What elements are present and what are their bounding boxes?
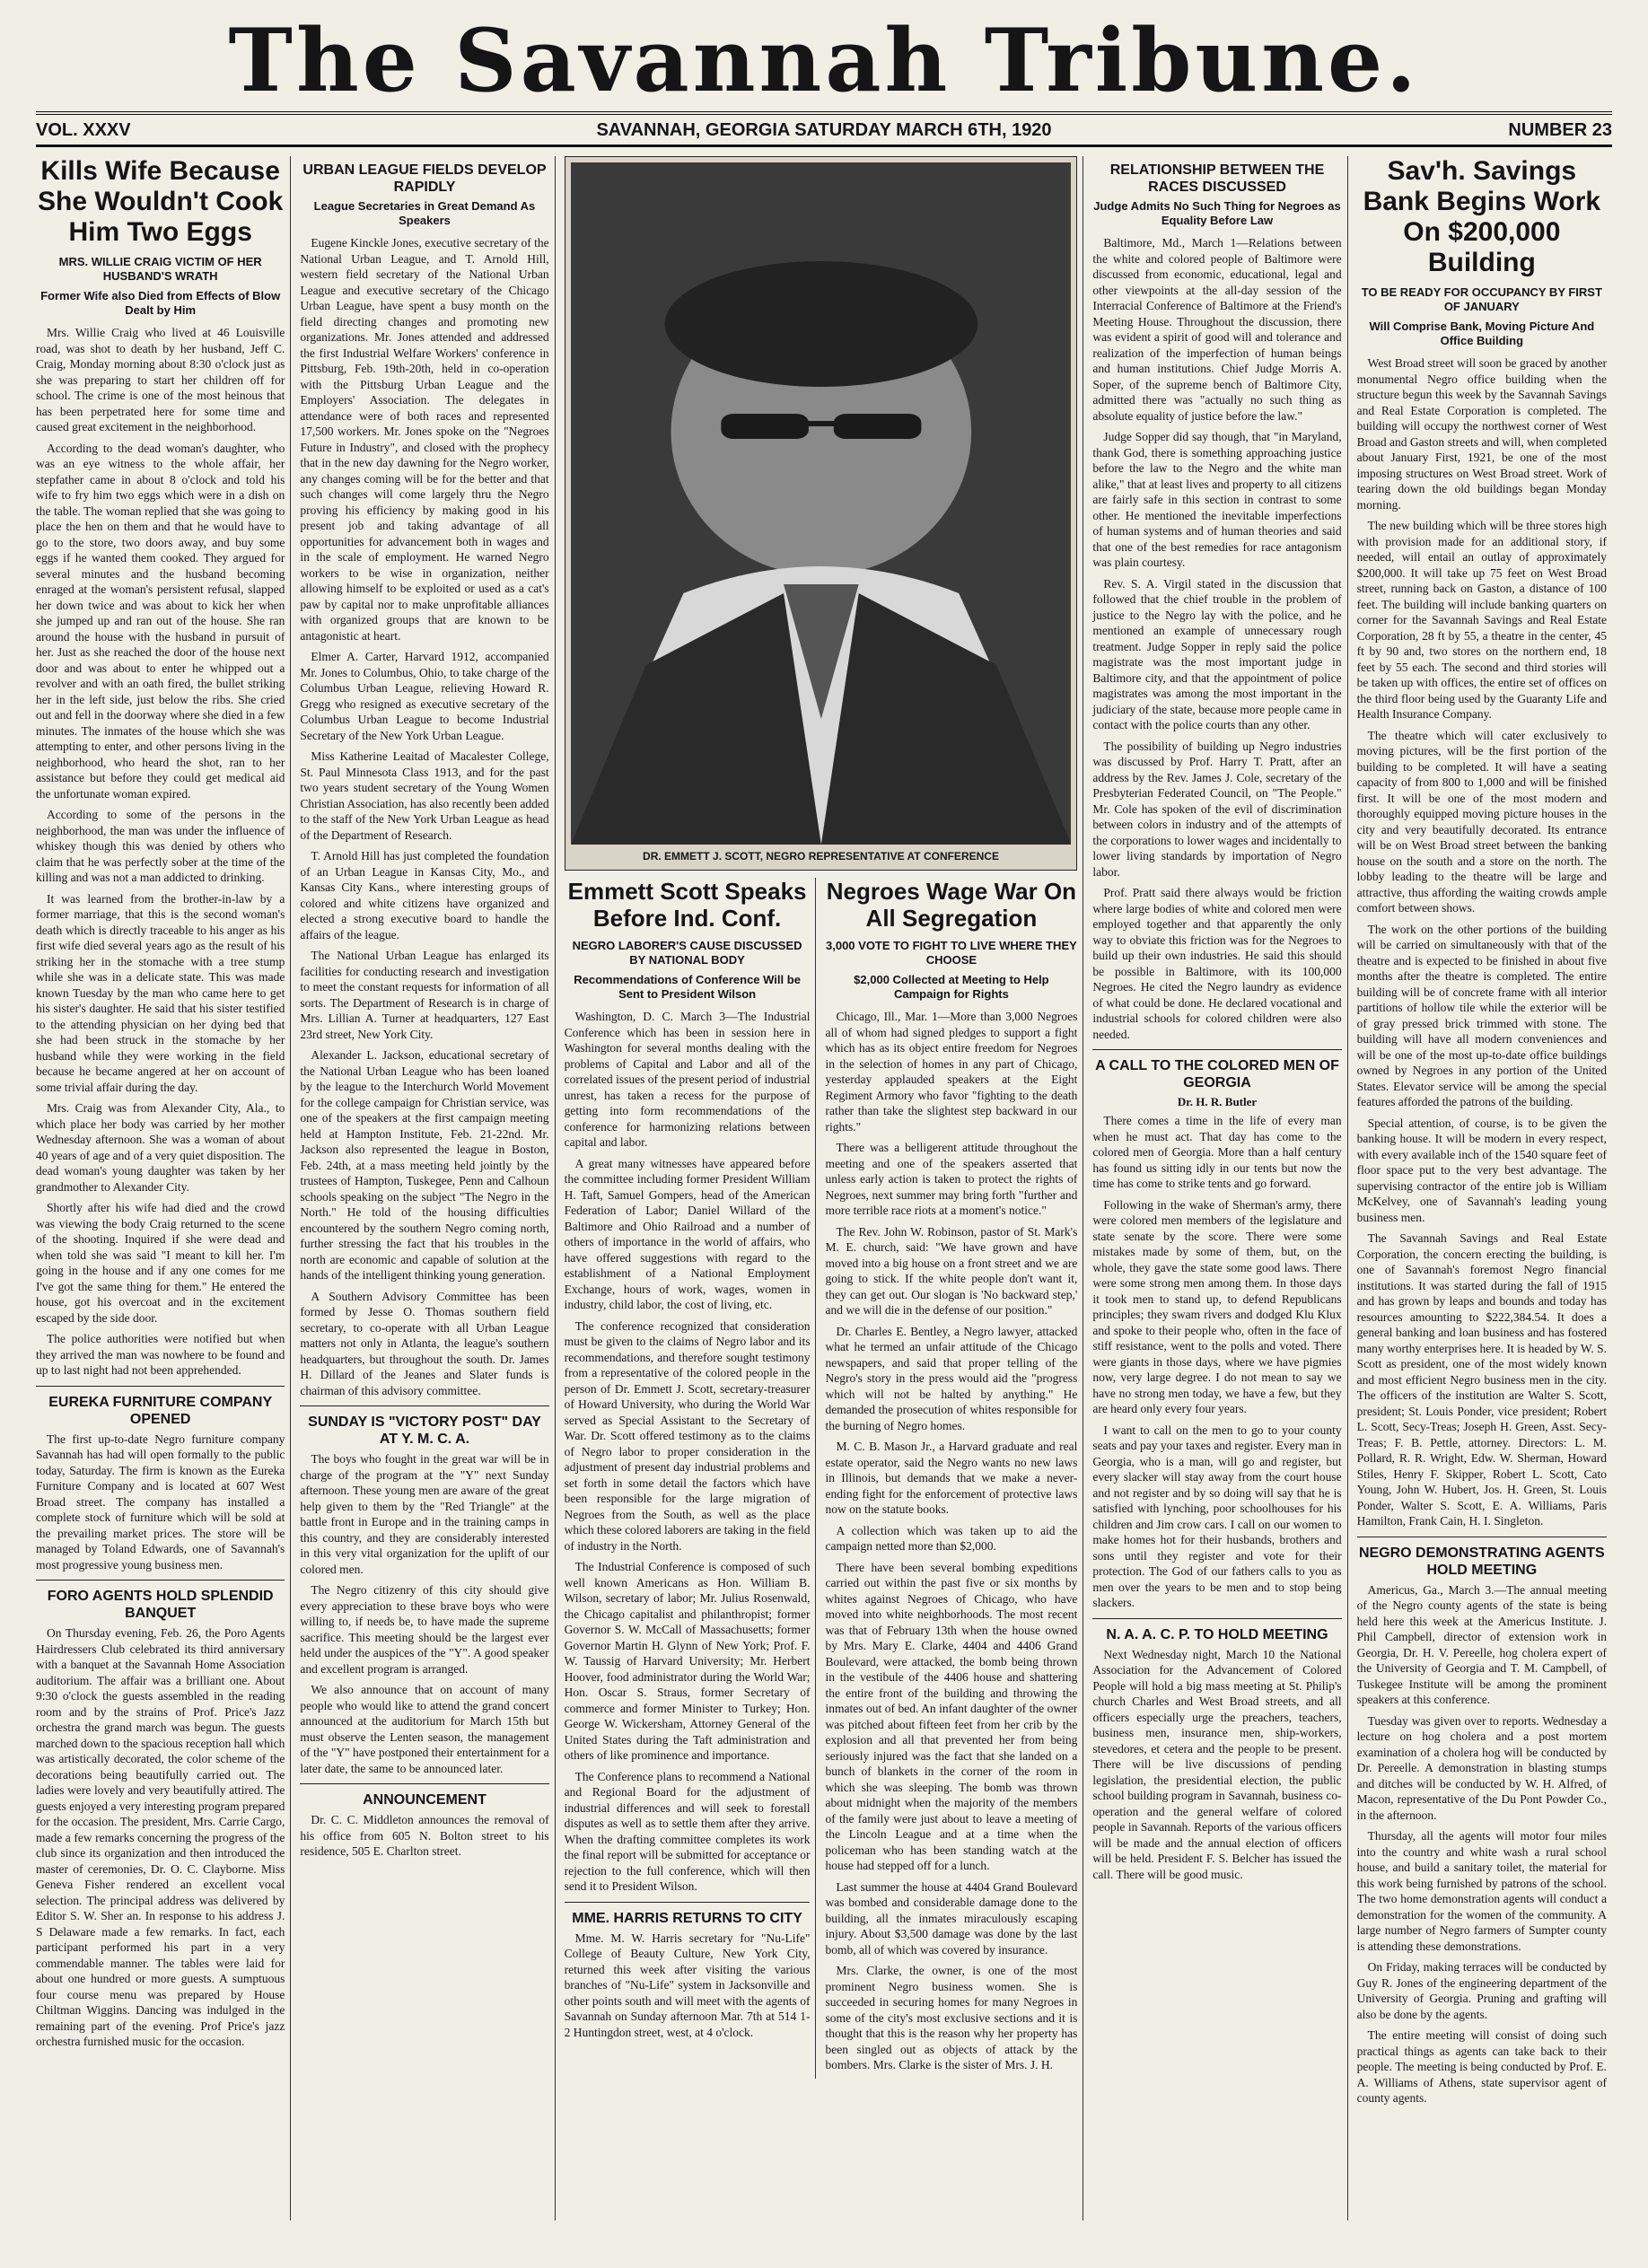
article-paragraph: Mrs. Clarke, the owner, is one of the most prominent Negro business women. She is succeeded in securing homes for many Negroes in some of the city's most exclusive sections and it is thought that this is the reason why her property has been singled out as objects of attack by the bombers. Mrs. Clarke is the sister of Mrs. J. H. <box>825 1964 1078 2071</box>
column-5 <box>1092 156 1347 2220</box>
article-paragraph: Mrs. Craig was from Alexander City, Ala., to which place her body was carried by her mother Wednesday afternoon. She was a woman of about 40 years of age and of a very quiet disposition. The dead woman's young daughter was taken by her grandmother to Alexander City. <box>36 1101 285 1194</box>
deck: Former Wife also Died from Effects of Blow Dealt by Him <box>40 289 281 317</box>
article-paragraph: The National Urban League has enlarged its facilities for conducting research and investigation to meet the constant requests for information of all sorts. The Department of Research is in charge of Mrs. Lillian A. Turner at headquarters, 127 East 23rd street, New York City. <box>300 949 549 1041</box>
article-paragraph: Thursday, all the agents will motor four miles into the country and white wash a rural school house, and build a sanitary toilet, the material for this work being furnished by patrons of the school. The two home demonstration agents will conduct a demonstration for the women of the community. A large number of Negro farmers of Sumpter county is attending these demonstrations. <box>1356 1829 1607 1953</box>
divider <box>300 1783 548 1784</box>
headline-poro-agents: FORO AGENTS HOLD SPLENDID BANQUET <box>47 1589 274 1621</box>
article-paragraph: We also announce that on account of many people who would like to attend the grand concert announced at the auditorium for March 15th but must observe the Lenten season, the management of the "Y" have postponed their entertainment for a later date, the same to be announced later. <box>300 1683 549 1775</box>
dateline-text: SAVANNAH, GEORGIA SATURDAY MARCH 6TH, 1920 <box>596 120 1052 140</box>
headline-eureka-furniture: EUREKA FURNITURE COMPANY OPENED <box>48 1394 273 1427</box>
photo-caption: DR. EMMETT J. SCOTT, NEGRO REPRESENTATIVE AT CONFERENCE <box>643 850 999 863</box>
headline-victory-post: SUNDAY IS "VICTORY POST" DAY AT Y. M. C. A. <box>308 1414 541 1447</box>
headline-announcement: ANNOUNCEMENT <box>363 1792 487 1808</box>
center-left-column <box>565 878 817 2079</box>
article-paragraph: Mrs. Willie Craig who lived at 46 Louisville road, was shot to death by her husband, Jeff C. Craig, Monday morning about 8:30 o'clock just as she was preparing to start her children off for school. The crime is one of the most heinous that has been perpetrated here for some time and caused great excitement in the neighborhood. <box>36 326 285 433</box>
divider <box>1092 1049 1341 1050</box>
deck: MRS. WILLIE CRAIG VICTIM OF HER HUSBAND'S WRATH <box>58 255 262 283</box>
headline-demonstrating-agents: NEGRO DEMONSTRATING AGENTS HOLD MEETING <box>1358 1545 1605 1578</box>
article-paragraph: A collection which was taken up to aid the campaign netted more than $2,000. <box>825 1523 1078 1553</box>
headline-emmett-scott: Emmett Scott Speaks Before Ind. Conf. <box>567 878 807 932</box>
article-paragraph: Next Wednesday night, March 10 the National Association for the Advancement of Colored People will hold a big mass meeting at St. Philip's church Charles and West Broad streets, and all officers especially urge the preachers, teachers, business men, insurance men, ship-workers, stevedores, et cetera and the people to be present. There will be live discussions of pending legislation, the presidential election, the public school building program in Savannah, business co-operation and the general welfare of colored people in Savannah. Reports of the various officers will be made and the annual election of officers will be held. President F. S. Belcher has issued the call. There will be good music. <box>1092 1647 1342 1881</box>
article-paragraph: It was learned from the brother-in-law by a former marriage, that this is the second woman's death which is directly traceable to his anger as his first wife died several years ago as the result of his striking her in the stomache with a tree stump while she was in a delicate state. This was made known Tuesday by the man who came here to get his sister's daughter. He said that his sister testified to the attending physician on her dying bed that she had been struck in the stomache by her husband while they were working in the field because he became angered at her on account of some trivial affair during the day. <box>36 891 285 1094</box>
column-6 <box>1357 156 1612 2220</box>
article-paragraph: Dr. C. C. Middleton announces the removal of his office from 605 N. Bolton street to his residence, 505 E. Charlton street. <box>300 1813 549 1858</box>
portrait-illustration <box>571 162 1072 845</box>
article-paragraph: Prof. Pratt said there always would be friction where large bodies of white and colored men were employed together and that apparently the only way to obviate this friction was for the Negroes to build up their own industries. He said this should be possible in Baltimore, with its 100,000 Negroes. He cited the Negro laundry as evidence of what could be done. He declared vocational and industrial schools for colored children were also needed. <box>1092 886 1342 1041</box>
article-paragraph: M. C. B. Mason Jr., a Harvard graduate and real estate operator, said the Negro wants no new laws in Illinois, but demands that we make a never-ending fight for the enforcement of protective laws now on the statute books. <box>825 1440 1078 1516</box>
volume-label: VOL. XXXV <box>36 120 131 140</box>
article-paragraph: According to some of the persons in the neighborhood, the man was under the influence of whiskey though this was denied by others who claim that he was perfectly sober at the time of the killing and was not a man addicted to drinking. <box>36 808 285 884</box>
deck: TO BE READY FOR OCCUPANCY BY FIRST OF JANUARY <box>1361 285 1602 313</box>
article-paragraph: The Rev. John W. Robinson, pastor of St. Mark's M. E. church, said: "We have grown and have moved into a big house on a front street and we are going to stick. If the white people don't want it, they can get out. Our slogan is 'No backward step,' and we will die in the defense of our position." <box>825 1224 1078 1317</box>
article-paragraph: The new building which will be three stores high with provision made for an additional story, if needed, will entail an outlay of approximately $200,000. It will take up 75 feet on West Broad street, running back on Gaston, a distance of 100 feet. The building will include banking quarters on corner for the Savannah Savings and Real Estate Corporation, 28 ft by 55, a theatre in the center, 45 ft by 90 and, two stores on the northern end, 18 feet by 55 each. The second and third stories will be taken up with offices, the entire set of offices on the third floor being used by the Guaranty Life and Health Insurance Company. <box>1356 519 1607 721</box>
article-paragraph: Following in the wake of Sherman's army, there were colored men members of the legislature and state senate by the score. There were some mistakes made by some of them, but, on the whole, they gave the state some good laws. There were some strong men among them. In those days it took men to stand up, to defend Republicans principles; they swam rivers and dodged Klu Klux and spoke to their people who, often in the face of stiff resistance, went to the polls and voted. There were giants in those days, where we have pigmies now, very large degree. I do not mean to say we have no strong men today, we have a few, but they are heard only every four years. <box>1092 1197 1342 1415</box>
divider <box>36 1580 285 1581</box>
headline-segregation: Negroes Wage War On All Segregation <box>826 878 1077 932</box>
deck: Will Comprise Bank, Moving Picture And Office Building <box>1369 320 1595 347</box>
article-paragraph: T. Arnold Hill has just completed the foundation of an Urban League in Kansas City, Mo., and Kansas City Kans., where interesting groups of colored and white citizens have organized and elected a strong executive board to handle the affairs of the league. <box>300 849 549 941</box>
issue-number: NUMBER 23 <box>1508 120 1612 140</box>
article-paragraph: The police authorities were notified but when they arrived the man was nowhere to be found and up to last night had not been apprehended. <box>36 1332 285 1377</box>
article-paragraph: The Industrial Conference is composed of such well known Americans as Hon. William B. Wilson, secretary of labor; Mr. Julius Rosenwald, the Chicago capitalist and philanthropist; former Governor S. W. McCall of Massachusetts; former Governor Martin H. Glynn of New York; Prof. F. W. Taussig of Harvard University; Mr. Herbert Hoover, food administrator during the World War; Hon. Oscar S. Straus, former Secretary of commerce and former Minister to Turkey; Hon. George W. Wickersham, Attorney General of the United States during the Taft administration and others of like prominence and importance. <box>564 1560 811 1762</box>
page-columns <box>36 147 1612 2220</box>
article-paragraph: The first up-to-date Negro furniture company Savannah has had will open formally to the public today, Saturday. The firm is known as the Eureka Furniture Company and is located at 607 West Broad street. The company has installed a complete stock of furniture which will be sold at the prevailing market prices. The store will be managed by Toland Edwards, one of Savannah's most progressive young business men. <box>36 1432 285 1572</box>
article-paragraph: Judge Sopper did say though, that "in Maryland, thank God, there is something approaching justice before the law to the Negro and the white man alike," that at least lives and property to all citizens are fairly safe in this section in contrast to some other. He mentioned the inevitable imperfections of human systems and of human theories and said that one of the best remedies for race antagonism was plain courtesy. <box>1092 430 1342 569</box>
article-paragraph: Chicago, Ill., Mar. 1—More than 3,000 Negroes all of whom had signed pledges to support a fight which has as its object entire freedom for Negroes in the selection of homes in any part of Chicago, yesterday applauded speakers at the Eight Regiment Armory who favor "fighting to the death rather than take the slightest step backward in our rights." <box>825 1010 1078 1134</box>
headline-call-to-men: A CALL TO THE COLORED MEN OF GEORGIA <box>1095 1058 1339 1090</box>
article-paragraph: According to the dead woman's daughter, who was an eye witness to the whole affair, her stepfather came in about 8 o'clock and told his wife to fry him two eggs which were in a dish on the table. The woman replied that she was going to place the hen on them and that he would have to go to the store, two doors away, and buy some eggs if he wanted them cooked. They argued for several minutes and the husband becoming enraged at the woman's persistent refusal, slapped her down twice and was about to kick her when she jumped up and ran out of the house. She ran around the house with the husband in pursuit of her. Just as she reached the door of the house next door and was about to enter he whipped out a revolver and with an oath fired, the bullet striking her in the left side, just below the ribs. She cried out and fell in the doorway where she died in a few minutes. The inmates of the house which she was attempting to enter, and other persons living in the neighborhood, who heard the shot, ran to her assistance but before they could get medical aid the unfortunate woman expired. <box>36 441 285 801</box>
deck: League Secretaries in Great Demand As Speakers <box>313 199 536 227</box>
headline-naacp-meeting: N. A. A. C. P. TO HOLD MEETING <box>1106 1626 1328 1642</box>
headline-urban-league: URBAN LEAGUE FIELDS DEVELOP RAPIDLY <box>302 162 547 195</box>
article-paragraph: The work on the other portions of the building will be carried on simultaneously with that of the theatre and is expected to be finished in about five months after the theatre is completed. The entire building will be of concrete frame with all interior partitions of hollow tile while the exterior will be of gray pressed brick trimmed with stone. The building will have all modern conveniences and will be one of the most up-to-date office buildings owned by Negroes in any portion of the United States. Elevator service will be among the special features afforded the patrons of the building. <box>1356 922 1607 1108</box>
article-paragraph: The Conference plans to recommend a National and Regional Board for the adjustment of industrial differences and will seek to forestall disputes as well as to settle them after they arrive. When the drafting committee completes its work the final report will be submitted for acceptance or rejection to the full conference, which will then send it to President Wilson. <box>564 1769 811 1893</box>
column-2 <box>300 156 555 2220</box>
article-paragraph: Alexander L. Jackson, educational secretary of the National Urban League who has been loaned by the league to the Interchurch World Movement for the college campaign for Christian service, was one of the speakers at the first campaign meeting held at Hampton Institute, Feb. 21-22nd. Mr. Jackson also represented the league in Boston, Feb. 24th, at a mass meeting held jointly by the trustees of Hampton, Tuskegee, Penn and Calhoun schools speaking on the subject "The Negro in the North." He told of the housing difficulties encountered by the southern Negro coming north, further stressing the fact that his troubles in the north are economic and capable of solution at the hands of the intelligent thinking young generation. <box>300 1048 549 1282</box>
center-section <box>565 156 1084 2220</box>
dateline-bar <box>36 115 1612 147</box>
divider <box>565 1902 811 1903</box>
article-paragraph: Elmer A. Carter, Harvard 1912, accompanied Mr. Jones to Columbus, Ohio, to take charge of the Columbus Urban League, relieving Howard R. Gregg who resigned as executive secretary of the Columbus Urban League to become Industrial Secretary of the New York Urban League. <box>300 650 549 742</box>
article-paragraph: Eugene Kinckle Jones, executive secretary of the National Urban League, and T. Arnold Hill, western field secretary of the National Urban League and executive secretary of the Chicago Urban League, have spent a busy month on the field directing changes and promoting new organizations. Mr. Jones attended and addressed the first Industrial Welfare Workers' conference in Pittsburg, Feb. 19th-20th, held in co-operation with the Pittsburg Urban League and the Employers' Association. The delegates in attendance were of both races and represented 17,500 workers. Mr. Jones spoke on the "Negroes Future in Industry", and closed with the prophecy that in the new day dawning for the Negro worker, any changes coming will be for the better and that such changes will come largely thru the Negro proving his efficiency by making good in his present job and taking advantage of all opportunities for advancement both in wages and in the scale of employment. He warned Negro workers to be wise in organization, neither allowing himself to be exploited or used as a cat's paw by capital nor to make unprofitable alliances with organized groups that are known to be antagonistic at heart. <box>300 236 549 643</box>
article-paragraph: Mme. M. W. Harris secretary for "Nu-Life" College of Beauty Culture, New York City, returned this week after visiting the various branches of "Nu-Life" system in Jacksonville and other points south and will meet with the agents of Savannah on Sunday afternoon Mar. 7th at 514 1-2 Huntingdon street, west, at 4 o'clock. <box>564 1931 811 2039</box>
article-paragraph: The Savannah Savings and Real Estate Corporation, the concern erecting the building, is one of Savannah's foremost Negro financial institutions. It was started during the fall of 1915 and has grown by leaps and bounds and today has resources amounting to $222,384.54. It does a general banking and loan business and has fostered many worthy enterprises here. It is headed by W. S. Scott as president, one of the most widely known and most efficient Negro business men in the city. The officers of the institution are Walter S. Scott, president; St. Louis Ponder, vice president; Robert L. Scott, Secy-Treas; Joseph H. Green, Asst. Secy-Treas; F. B. Pettle, attorney. Directors: L. M. Pollard, R. R. Wright, Edw. W. Sherman, Howard Stiles, Henry F. Skipper, Robert L. Scott, Cato Young, John W. Hubert, Jos. H. Green, St. Louis Ponder, Walter S. Scott, E. A. Williams, Paris Hamilton, Frank Cain, H. I. Singleton. <box>1356 1231 1607 1528</box>
article-paragraph: On Thursday evening, Feb. 26, the Poro Agents Hairdressers Club celebrated its third anniversary with a banquet at the Savannah Home Association auditorium. The affair was a brilliant one. About 9:30 o'clock the guests assembled in the reading room and by the strains of Prof. Price's Jazz orchestra the grand march was begun. The guests marched down to the spacious reception hall which was artistically decorated, the color scheme of the decorations being beautifully carried out. The ladies were lovely and very beautifully attired. The guests enjoyed a very interesting program prepared for the occasion. The president, Mrs. Carrie Cargo, made a few remarks concerning the progress of the club since its organization and then introduced the master of ceremonies, Dr. O. C. Clayborne. Miss Geneva Fisher rendered an excellent vocal selection. The principal address was delivered by Editor S. W. Sher an. In response to his address J. S Delaware made a few remarks. In fact, each participant performed his part in a very commendable manner. The tables were laid for about one hundred or more guests. A sumptuous four course menu was prepared by House Chiltman Wiggins. Dancing was indulged in the remaining part of the evening. Prof Price's jazz orchestra furnished music for the occasion. <box>36 1626 285 2048</box>
headline-kills-wife: Kills Wife Because She Wouldn't Cook Him Two Eggs <box>38 156 284 247</box>
deck: Recommendations of Conference Will be Sent to President Wilson <box>574 973 801 1001</box>
article-paragraph: Washington, D. C. March 3—The Industrial Conference which has been in session here in Washington for several months dealing with the problems of Capital and Labor and all of the correlated issues of the present period of industrial unrest, has taken a recess for the purpose of getting into form recommendations of the conference for harmonizing relations between capital and labor. <box>564 1010 811 1149</box>
article-paragraph: Special attention, of course, is to be given the banking house. It will be modern in every respect, with every available inch of the 1540 square feet of floor space put to the very best advantage. The supervising contractor of the entire job is William McKelvey, one of Savannah's leading young business men. <box>1356 1116 1607 1224</box>
article-paragraph: On Friday, making terraces will be conducted by Guy R. Jones of the engineering department of the University of Georgia. Pruning and grafting will also be done by the agents. <box>1356 1960 1607 2021</box>
deck: $2,000 Collected at Meeting to Help Campaign for Rights <box>854 973 1049 1001</box>
deck: 3,000 VOTE TO FIGHT TO LIVE WHERE THEY CHOOSE <box>826 939 1077 967</box>
center-sub-columns <box>565 878 1078 2079</box>
article-paragraph: The entire meeting will consist of doing such practical things as agents can take back to their people. The meeting is being conducted by Prof. E. A. Williams of Athens, state supervisor agent of county agents. <box>1356 2028 1607 2105</box>
column-1 <box>36 156 291 2220</box>
article-paragraph: The Negro citizenry of this city should give every appreciation to these brave boys who were willing to, if needs be, to have made the supreme sacrifice. This meeting should be the largest ever held under the auspices of the "Y". A good speaker and excellent program is arranged. <box>300 1583 549 1676</box>
article-paragraph: There was a belligerent attitude throughout the meeting and one of the speakers asserted that unless early action is taken to protect the rights of Negroes, next summer may bring forth "further and more terrible race riots at a moment's notice." <box>825 1141 1078 1217</box>
article-paragraph: The conference recognized that consideration must be given to the claims of Negro labor and its recommendations, and therefore sought testimony from a representative of the colored people in the person of Dr. Emmett J. Scott, secretary-treasurer of Howard University, who during the World War served as Special Assistant to the Secretary of War. Dr. Scott offered testimony as to the claims of Negro labor to proper consideration in the adjustment of present day industrial problems and set forth in some detail the factors which have been responsible for the large migration of Negroes from the South, as well as the place which these colored laborers are taking in the field of industry in the North. <box>564 1318 811 1553</box>
article-paragraph: Shortly after his wife had died and the crowd was viewing the body Craig returned to the scene of the shooting. Inquired if she were dead and when told she was said "I meant to kill her. I'm going in the house and if any one comes for me I've got the same thing for them." He entered the house, got his overcoat and in the excitement escaped by the side door. <box>36 1201 285 1325</box>
deck: Judge Admits No Such Thing for Negroes as Equality Before Law <box>1093 199 1341 227</box>
article-paragraph: I want to call on the men to go to your county seats and pay your taxes and register. Every man in Georgia, who is a man, will go and register, but every slacker will stay away from the court house and not register and by so doing will say that he is satisfied with lynching, poor schoolhouses for his children and Jim crow cars. I call on our women to make homes hot for their husbands, brothers and sons until they register and vote for their protection. The God of our fathers calls to you as men over the years to be men and to stop being slackers. <box>1092 1423 1342 1609</box>
masthead <box>36 10 1612 115</box>
article-paragraph: A Southern Advisory Committee has been formed by Jesse O. Thomas southern field secretary, to co-operate with all Urban League matters not only in Atlanta, the league's southern headquarters, but throughout the south. Dr. James H. Dillard of the Jeanes and Slater funds is chairman of this advisory committee. <box>300 1289 549 1397</box>
divider <box>1092 1618 1341 1619</box>
article-paragraph: The theatre which will cater exclusively to moving pictures, will be the first portion of the building to be completed. It will have a seating capacity of from 800 to 1,000 and will be finished first. It will be one of the most modern and thoroughly equipped moving picture houses in the city and very beautifully decorated. Its entrance will be on West Broad street between the banking house on the south and a store on the north. The lobby leading to the theatre will be large and attractive, thus affording the waiting crowds ample comfort between shows. <box>1356 728 1607 915</box>
article-paragraph: West Broad street will soon be graced by another monumental Negro office building when the structure begun this week by the Savannah Savings and Real Estate Corporation is completed. The building will occupy the northwest corner of West Broad and Gaston streets and will, when completed about January First, 1921, be one of the most imposing structures on West Broad street. Work of tearing down the old buildings began Monday morning. <box>1356 356 1607 512</box>
article-paragraph: The possibility of building up Negro industries was discussed by Prof. Harry T. Pratt, after an address by the Rev. James J. Cole, secretary of the Presbyterian Federated Council, on "The People." Mr. Cole has spoken of the evil of discrimination between colors in industry and of the attempts of the corporations to lower wages and incidentally to lower living standards by importation of Negro labor. <box>1092 739 1342 879</box>
article-paragraph: Dr. Charles E. Bentley, a Negro lawyer, attacked what he termed an unfair attitude of the Chicago newspapers, and said that proper telling of the Negro's story in the press would aid the "progress which will not be halted by anything." He demanded the prosecution of whites responsible for the burning of Negro homes. <box>825 1324 1078 1432</box>
article-paragraph: Rev. S. A. Virgil stated in the discussion that followed that the chief trouble in the problem of justice to the Negro lay with the police, and he mentioned an example of unnecessary rough treatment. Judge Sopper in reply said the police magistrate was the most important judge in Baltimore city, and that the appointment of police magistrates was among the most important in the judiciary of the state, because more people came in contact with the police courts than any other. <box>1092 576 1342 731</box>
article-paragraph: Last summer the house at 4404 Grand Boulevard was bombed and considerable damage done to the building, all the inmates miraculously escaping injury. About $3,500 damage was done by the last bomb, all of which was covered by insurance. <box>825 1879 1078 1957</box>
headline-mme-harris: MME. HARRIS RETURNS TO CITY <box>572 1910 802 1926</box>
headline-races-discussed: RELATIONSHIP BETWEEN THE RACES DISCUSSED <box>1109 162 1325 195</box>
article-paragraph: Tuesday was given over to reports. Wednesday a lecture on hog cholera and a post mortem examination of a cholera hog will be conducted by Dr. Pereelle. A demonstration in blasting stumps and ditches will be conducted by W. H. Alfred, of Macon, representative of the Du Pont Powder Co., in the afternoon. <box>1356 1713 1607 1822</box>
article-paragraph: A great many witnesses have appeared before the committee including former President William H. Taft, Samuel Gompers, head of the American Federation of Labor; Daniel Willard of the Baltimore and Ohio Railroad and a number of others of importance in the world of affairs, who have offered suggestions with regard to the establishment of a National Employment Exchange, hours of work, wages, women in industry, child labor, the cost of living, etc. <box>564 1156 811 1311</box>
divider <box>36 1386 285 1387</box>
masthead-title: The Savannah Tribune. <box>228 10 1420 111</box>
center-right-column <box>825 878 1077 2079</box>
portrait-photo <box>571 162 1072 845</box>
article-paragraph: There comes a time in the life of every man when he must act. That day has come to the colored men of Georgia. More than a half century has found us sitting idly in our tents but now the time has come to strike tents and go forward. <box>1092 1114 1342 1190</box>
article-paragraph: Miss Katherine Leaitad of Macalester College, St. Paul Minnesota Class 1913, and for the past two years student secretary of the Young Women Christian Association, has also recently been added to the staff of the New York Urban League as head of the Department of Research. <box>300 749 549 842</box>
headline-savings-bank: Sav'h. Savings Bank Begins Work On $200,000 Building <box>1363 156 1601 277</box>
byline: Dr. H. R. Butler <box>1177 1095 1258 1108</box>
article-paragraph: The boys who fought in the great war will be in charge of the program at the "Y" next Sunday afternoon. These young men are aware of the great help given to them by the "Red Triangle" at the battle front in Europe and in the training camps in this country, and they are considerably interested in this very vital organization for the uplift of our colored men. <box>300 1452 549 1576</box>
article-paragraph: Baltimore, Md., March 1—Relations between the white and colored people of Baltimore were discussed from economic, educational, legal and other viewpoints at the all-day session of the Interracial Conference of Baltimore at the Friend's Meeting House. Throughout the discussion, there was evident a spirit of good will and tolerance and realization of the imperfection of human beings and human institutions. Chief Judge Morris A. Soper, of the supreme bench of Baltimore City, admitted there was "actually no such thing as absolute equality of justice before the law." <box>1092 236 1342 423</box>
article-paragraph: Americus, Ga., March 3.—The annual meeting of the Negro county agents of the state is being held here this week at the Americus Institute. J. Phil Campbell, director of extension work in Georgia, Dr. H. V. Pereelle, hog cholera expert of the University of Georgia and T. M. Campbell, of Tuskegee Institute will be among the prominent speakers at this conference. <box>1356 1582 1607 1706</box>
deck: NEGRO LABORER'S CAUSE DISCUSSED BY NATIONAL BODY <box>572 939 802 967</box>
portrait-frame <box>565 156 1078 871</box>
divider <box>300 1405 548 1406</box>
article-paragraph: There have been several bombing expeditions carried out within the past five or six months by whites against Negroes of Chicago, who have moved into white neighborhoods. The most recent was that of February 13th when the house owned by Mrs. Mary E. Clarke, 4404 and 4406 Grand Boulevard, were attacked, the bomb being thrown in the vestibule of the 4406 house and shattering the entire front of the building and throwing the inmates out of bed. An infant daughter of the owner was pitched about fifteen feet from her crib by the explosion and all that prevented her from being seriously injured was the fact that she landed on a bunch of blankets in the corner of the room in which she was sleeping. The bomb was thrown about midnight when the majority of the members of the family were just about to leave a meeting of the Lincoln League and at a time when the policeman who has been standing watch at the house had stepped off for a lunch. <box>825 1560 1078 1872</box>
